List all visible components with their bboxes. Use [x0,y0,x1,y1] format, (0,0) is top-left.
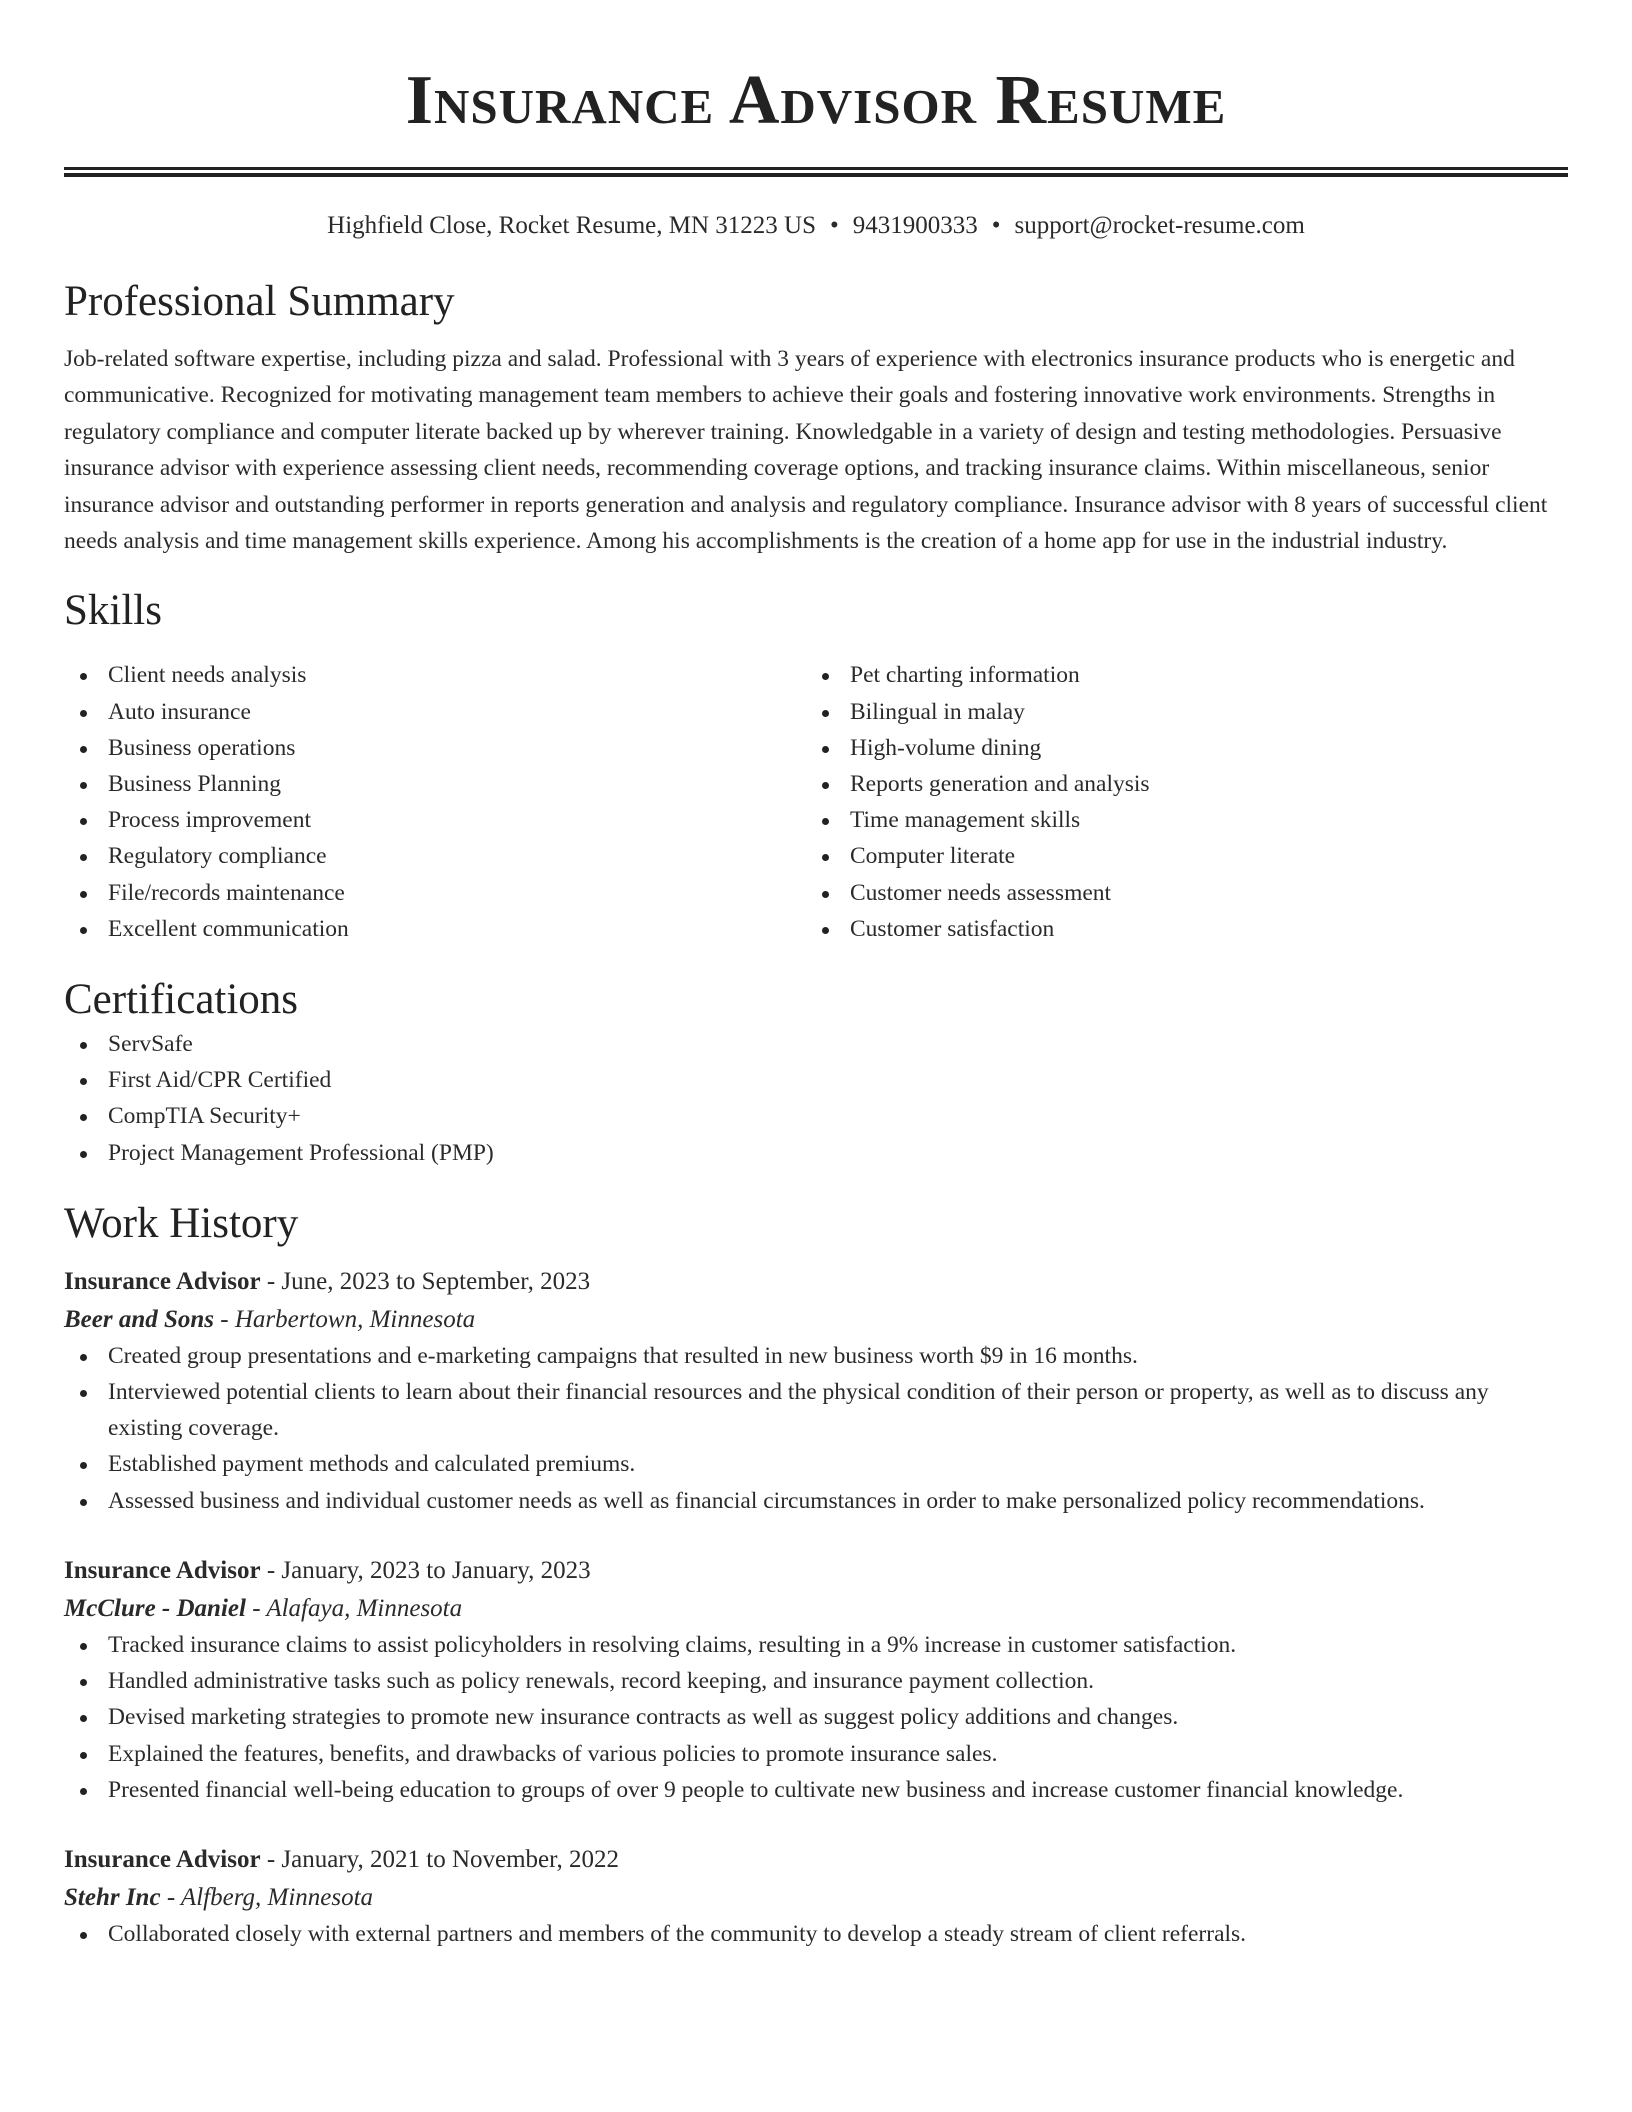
job-role: Insurance Advisor [64,1267,261,1295]
bullet-dot [80,1932,87,1939]
job-bullet-text: Explained the features, benefits, and drawbacks of various policies to promote insurance sales. [108,1740,998,1767]
job-company-line [64,1302,1568,1338]
bullet-dot [822,710,829,717]
skill-label: Auto insurance [108,698,251,725]
job-title-line [64,1553,1568,1589]
job-bullet [64,1736,1568,1772]
job-location: - Alfberg, Minnesota [160,1883,374,1911]
skill-item [806,766,1548,802]
job-dates: - January, 2021 to November, 2022 [260,1845,619,1873]
job-bullet [64,1483,1568,1519]
certification-item [64,1026,1568,1062]
job-bullet [64,1627,1568,1663]
skills-heading: Skills [64,587,162,635]
bullet-dot [822,818,829,825]
skill-item [64,766,806,802]
skill-item [64,802,806,838]
skill-item [64,694,806,730]
bullet-dot [80,854,87,861]
job-bullet-text: Devised marketing strategies to promote new insurance contracts as well as suggest policy additions and changes. [108,1704,1179,1731]
job-bullet-text: Tracked insurance claims to assist policyholders in resolving claims, resulting in a 9% increase in customer satisfaction. [108,1631,1237,1658]
job-location: - Harbertown, Minnesota [214,1305,476,1333]
job-company: Beer and Sons [64,1305,215,1333]
job-bullets [64,1916,1568,1952]
bullet-dot [822,782,829,789]
job-bullet [64,1374,1568,1446]
job-company: Stehr Inc [64,1883,161,1911]
job-bullet-text: Established payment methods and calculated premiums. [108,1451,636,1478]
certification-item [64,1135,1568,1171]
bullet-dot [80,1390,87,1397]
skill-item [806,875,1548,911]
bullet-dot [80,1151,87,1158]
bullet-dot [80,710,87,717]
bullet-dot [822,746,829,753]
job-bullets [64,1338,1568,1519]
job-entry [64,1553,1568,1808]
skill-label: Customer needs assessment [850,879,1112,906]
job-bullet [64,1699,1568,1735]
job-bullet [64,1916,1568,1952]
job-entry [64,1264,1568,1519]
skill-item [64,730,806,766]
bullet-dot [822,673,829,680]
bullet-dot [80,1462,87,1469]
summary-heading: Professional Summary [64,278,455,325]
skill-item [64,657,806,693]
certification-label: First Aid/CPR Certified [108,1067,332,1094]
skills-list-left [64,657,806,947]
job-location: - Alafaya, Minnesota [245,1594,463,1622]
skills-list-right [806,657,1548,947]
certification-item [64,1098,1568,1134]
job-company: McClure - Daniel [64,1594,246,1622]
skill-label: Bilingual in malay [850,698,1025,725]
skill-label: Client needs analysis [108,662,307,689]
job-entry [64,1842,1568,1952]
certifications-heading: Certifications [64,976,299,1024]
bullet-dot [80,1679,87,1686]
skill-item [806,694,1548,730]
resume-page [64,0,1568,1986]
bullet-dot [80,818,87,825]
skill-label: Pet charting information [850,662,1080,689]
skill-item [806,657,1548,693]
page-title: Insurance Advisor Resume [405,62,1227,139]
job-role: Insurance Advisor [64,1556,261,1584]
job-bullet-text: Handled administrative tasks such as policy renewals, record keeping, and insurance payment collection. [108,1668,1095,1695]
skill-label: Customer satisfaction [850,915,1055,942]
skill-label: Computer literate [850,843,1016,870]
skill-item [806,802,1548,838]
bullet-dot [80,1078,87,1085]
bullet-dot [80,1354,87,1361]
skill-item [806,911,1548,947]
bullet-dot [822,854,829,861]
bullet-dot [80,1042,87,1049]
contact-separator: • [991,212,1001,239]
bullet-dot [80,1752,87,1759]
skill-label: Regulatory compliance [108,843,327,870]
job-title-line [64,1264,1568,1300]
bullet-dot [80,1715,87,1722]
summary-text: Job-related software expertise, including pizza and salad. Professional with 3 years of experience with electronics insurance products who is energetic and communicative. Recognized for motivating management team members to achieve their goals and fostering innovative work environments. Strengths in regulatory compliance and computer literate backed up by wherever training. Knowledgable in a variety of design and testing methodologies. Persuasive insurance advisor with experience assessing client needs, recommending coverage options, and tracking insurance claims. Within miscellaneous, senior insurance advisor and outstanding performer in reports generation and analysis and regulatory compliance. Insurance advisor with 8 years of successful client needs analysis and time management skills experience. Among his accomplishments is the creation of a home app for use in the industrial industry. [64,346,1548,555]
skill-label: Excellent communication [108,915,349,942]
job-bullet [64,1338,1568,1374]
bullet-dot [80,1114,87,1121]
bullet-dot [80,891,87,898]
certification-label: CompTIA Security+ [108,1103,301,1130]
bullet-dot [822,927,829,934]
bullet-dot [80,1499,87,1506]
contact-address: Highfield Close, Rocket Resume, MN 31223 US [327,212,817,239]
skill-item [806,838,1548,874]
skill-label: File/records maintenance [108,879,345,906]
job-bullet [64,1663,1568,1699]
skill-label: Process improvement [108,807,311,834]
skill-label: High-volume dining [850,734,1042,761]
bullet-dot [80,746,87,753]
skill-item [64,875,806,911]
job-bullet [64,1772,1568,1808]
skill-item [806,730,1548,766]
bullet-dot [80,1788,87,1795]
title-double-rule [64,167,1568,177]
skill-label: Reports generation and analysis [850,771,1150,798]
job-bullets [64,1627,1568,1808]
bullet-dot [80,673,87,680]
certifications-list [64,1026,1568,1171]
contact-separator: • [830,212,839,239]
job-company-line [64,1591,1568,1627]
job-bullet [64,1446,1568,1482]
job-dates: - June, 2023 to September, 2023 [260,1267,591,1295]
certification-item [64,1062,1568,1098]
contact-line [64,211,1568,241]
job-role: Insurance Advisor [64,1845,261,1873]
bullet-dot [822,891,829,898]
contact-email: support@rocket-resume.com [1014,212,1305,239]
skills-columns [64,657,1568,947]
skill-label: Business Planning [108,771,282,798]
job-bullet-text: Created group presentations and e-marketing campaigns that resulted in new business worth $9 in 16 months. [108,1342,1138,1369]
bullet-dot [80,927,87,934]
job-bullet-text: Collaborated closely with external partners and members of the community to develop a steady stream of client referrals. [108,1920,1247,1947]
work-history-heading: Work History [64,1199,299,1247]
certification-label: ServSafe [108,1031,193,1058]
skill-item [64,838,806,874]
job-title-line [64,1842,1568,1878]
contact-phone: 9431900333 [852,212,978,239]
job-bullet-text: Assessed business and individual customer needs as well as financial circumstances in order to make personalized policy recommendations. [108,1487,1425,1514]
bullet-dot [80,1643,87,1650]
skill-label: Time management skills [850,807,1081,834]
job-dates: - January, 2023 to January, 2023 [260,1556,591,1584]
job-bullet-text: Presented financial well-being education to groups of over 9 people to cultivate new business and increase customer financial knowledge. [108,1776,1404,1803]
skill-label: Business operations [108,734,296,761]
job-company-line [64,1880,1568,1916]
job-bullet-text: Interviewed potential clients to learn about their financial resources and the physical condition of their person or property, as well as to discuss any existing coverage. [108,1379,1489,1442]
bullet-dot [80,782,87,789]
skill-item [64,911,806,947]
certification-label: Project Management Professional (PMP) [108,1139,494,1166]
